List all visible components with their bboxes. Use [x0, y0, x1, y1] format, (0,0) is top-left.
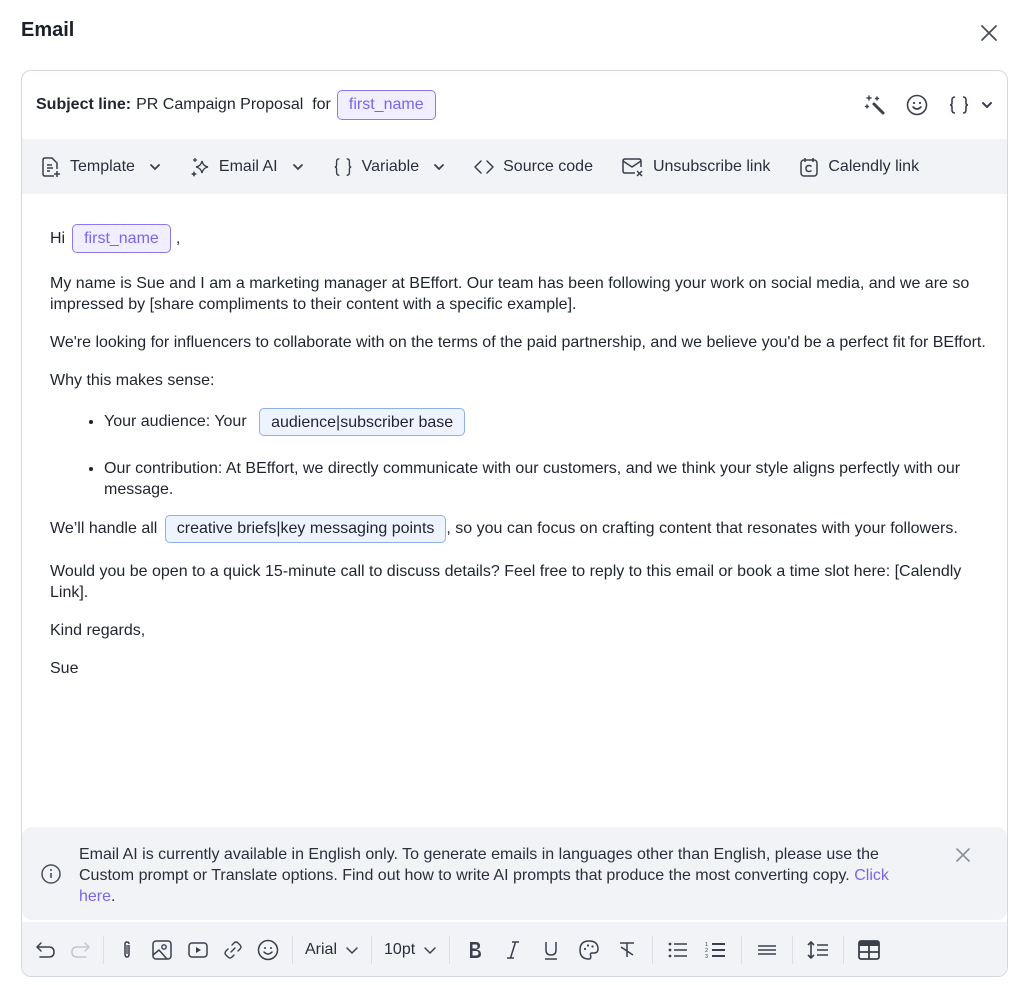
chevron-down-icon — [981, 99, 993, 111]
palette-icon — [577, 938, 601, 962]
line-height-button[interactable] — [805, 935, 831, 965]
undo-icon — [35, 939, 57, 961]
calendly-link-label: Calendly link — [828, 157, 920, 175]
greeting-comma: , — [175, 230, 181, 247]
reasons-list — [104, 408, 990, 500]
insert-link-button[interactable] — [222, 935, 244, 965]
align-button[interactable] — [754, 935, 780, 965]
chevron-down-icon — [423, 943, 437, 957]
close-icon — [954, 846, 972, 864]
italic-icon — [503, 939, 523, 961]
table-icon — [857, 939, 881, 961]
paragraph-handle — [50, 514, 990, 544]
insert-video-button[interactable] — [186, 935, 210, 965]
divider — [741, 936, 742, 964]
variable-braces-icon — [947, 93, 971, 117]
notice-period: . — [111, 888, 116, 905]
paragraph-call: Would you be open to a quick 15-minute call to discuss details? Feel free to reply to this email or book a time slot here: [Calendly Link]. — [50, 563, 962, 601]
variable-label: Variable — [361, 157, 420, 175]
closing-text: Kind regards, — [50, 622, 146, 639]
numbered-list-icon — [704, 939, 728, 961]
close-dialog-button[interactable] — [978, 22, 1000, 44]
align-icon — [755, 939, 779, 961]
source-code-label: Source code — [503, 157, 593, 175]
paragraph-collab: We're looking for influencers to collaborate with on the terms of the paid partnership, and we believe you'd be a perfect fit for BEffort. — [50, 334, 986, 351]
image-icon — [150, 938, 174, 962]
subject-line-field[interactable] — [22, 71, 1007, 139]
bullet1-text: Your audience: Your — [104, 413, 247, 431]
magic-wand-icon — [863, 93, 887, 117]
underline-icon — [541, 939, 561, 961]
subject-text[interactable]: PR Campaign Proposal for — [136, 96, 331, 113]
email-ai-notice — [22, 827, 1007, 920]
divider — [371, 936, 372, 964]
clear-format-button[interactable] — [614, 935, 640, 965]
dismiss-notice-button[interactable] — [954, 846, 972, 869]
line-height-icon — [806, 939, 830, 961]
emoji-button[interactable] — [905, 93, 929, 117]
variable-dropdown[interactable] — [332, 156, 446, 178]
notice-text — [79, 844, 919, 907]
calendly-link-button[interactable] — [798, 156, 919, 178]
source-code-button[interactable] — [473, 156, 593, 178]
svg-text:3: 3 — [705, 954, 709, 960]
divider — [449, 936, 450, 964]
email-body-editor[interactable] — [50, 224, 990, 696]
text-color-button[interactable] — [576, 935, 602, 965]
redo-icon — [69, 939, 91, 961]
chevron-down-icon — [433, 161, 445, 173]
info-icon — [40, 863, 62, 885]
format-toolbar — [22, 922, 1007, 977]
bullet-list-icon — [666, 939, 690, 961]
italic-button[interactable] — [500, 935, 526, 965]
font-family-select[interactable] — [305, 941, 359, 959]
insert-emoji-button[interactable] — [256, 935, 280, 965]
bold-icon — [465, 939, 485, 961]
paperclip-icon — [116, 939, 138, 961]
magic-wand-button[interactable] — [863, 93, 887, 117]
sparkles-icon — [189, 156, 211, 178]
divider — [292, 936, 293, 964]
list-item — [104, 408, 990, 436]
email-editor — [21, 70, 1008, 977]
briefs-placeholder-chip[interactable]: creative briefs|key messaging points — [165, 515, 447, 543]
clear-format-icon — [616, 939, 638, 961]
code-icon — [473, 156, 495, 178]
email-ai-label: Email AI — [218, 157, 278, 175]
redo-button[interactable] — [69, 935, 91, 965]
subject-variable-chip[interactable]: first_name — [337, 90, 436, 120]
calendar-icon — [798, 156, 820, 178]
subject-label: Subject line: — [36, 96, 132, 113]
divider — [843, 936, 844, 964]
bullet-list-button[interactable] — [665, 935, 691, 965]
template-icon — [40, 156, 62, 178]
paragraph-intro: My name is Sue and I am a marketing manager at BEffort. Our team has been following your work on social media, and we are so impressed by [share compliments to their content with a specific example]. — [50, 275, 970, 313]
font-size-select[interactable] — [384, 941, 437, 959]
close-icon — [978, 22, 1000, 44]
svg-text:2: 2 — [705, 948, 709, 954]
undo-button[interactable] — [35, 935, 57, 965]
font-family-value: Arial — [305, 941, 338, 958]
braces-icon — [332, 156, 354, 178]
greeting-text: Hi — [50, 230, 66, 247]
list-item: • Our contribution: At BEffort, we directly communicate with our customers, and we think your style aligns perfectly with our message. — [104, 458, 990, 500]
paragraph-why: Why this makes sense: — [50, 372, 215, 389]
audience-placeholder-chip[interactable]: audience|subscriber base — [259, 408, 465, 436]
dialog-title: Email — [21, 19, 75, 41]
subject-variable-button[interactable] — [947, 93, 993, 117]
divider — [103, 936, 104, 964]
chevron-down-icon — [292, 161, 304, 173]
unsubscribe-link-label: Unsubscribe link — [652, 157, 771, 175]
divider — [792, 936, 793, 964]
underline-button[interactable] — [538, 935, 564, 965]
video-icon — [186, 938, 210, 962]
attach-button[interactable] — [116, 935, 138, 965]
template-label: Template — [70, 157, 135, 175]
notice-message: Email AI is currently available in English only. To generate emails in languages other than English, please use the Custom prompt or Translate options. Find out how to write AI prompts that produce the most converting copy. — [79, 846, 879, 884]
font-size-value: 10pt — [384, 941, 416, 958]
svg-text:1: 1 — [705, 942, 709, 948]
template-dropdown[interactable] — [40, 156, 161, 178]
signature-text: Sue — [50, 660, 79, 677]
bold-button[interactable] — [462, 935, 488, 965]
emoji-icon — [256, 938, 280, 962]
chevron-down-icon — [345, 943, 359, 957]
editor-toolbar — [22, 139, 1007, 194]
handle-suffix: , so you can focus on crafting content that resonates with your followers. — [446, 520, 958, 537]
unsubscribe-icon — [621, 156, 645, 178]
emoji-icon — [905, 93, 929, 117]
greeting-variable-chip[interactable]: first_name — [72, 224, 171, 253]
click-here-link[interactable]: Click here — [79, 867, 889, 905]
insert-table-button[interactable] — [856, 935, 882, 965]
divider — [652, 936, 653, 964]
unsubscribe-link-button[interactable] — [621, 156, 770, 178]
numbered-list-button[interactable] — [703, 935, 729, 965]
link-icon — [222, 939, 244, 961]
chevron-down-icon — [149, 161, 161, 173]
email-ai-dropdown[interactable] — [189, 156, 304, 178]
insert-image-button[interactable] — [150, 935, 174, 965]
handle-prefix: We’ll handle all — [50, 520, 158, 537]
